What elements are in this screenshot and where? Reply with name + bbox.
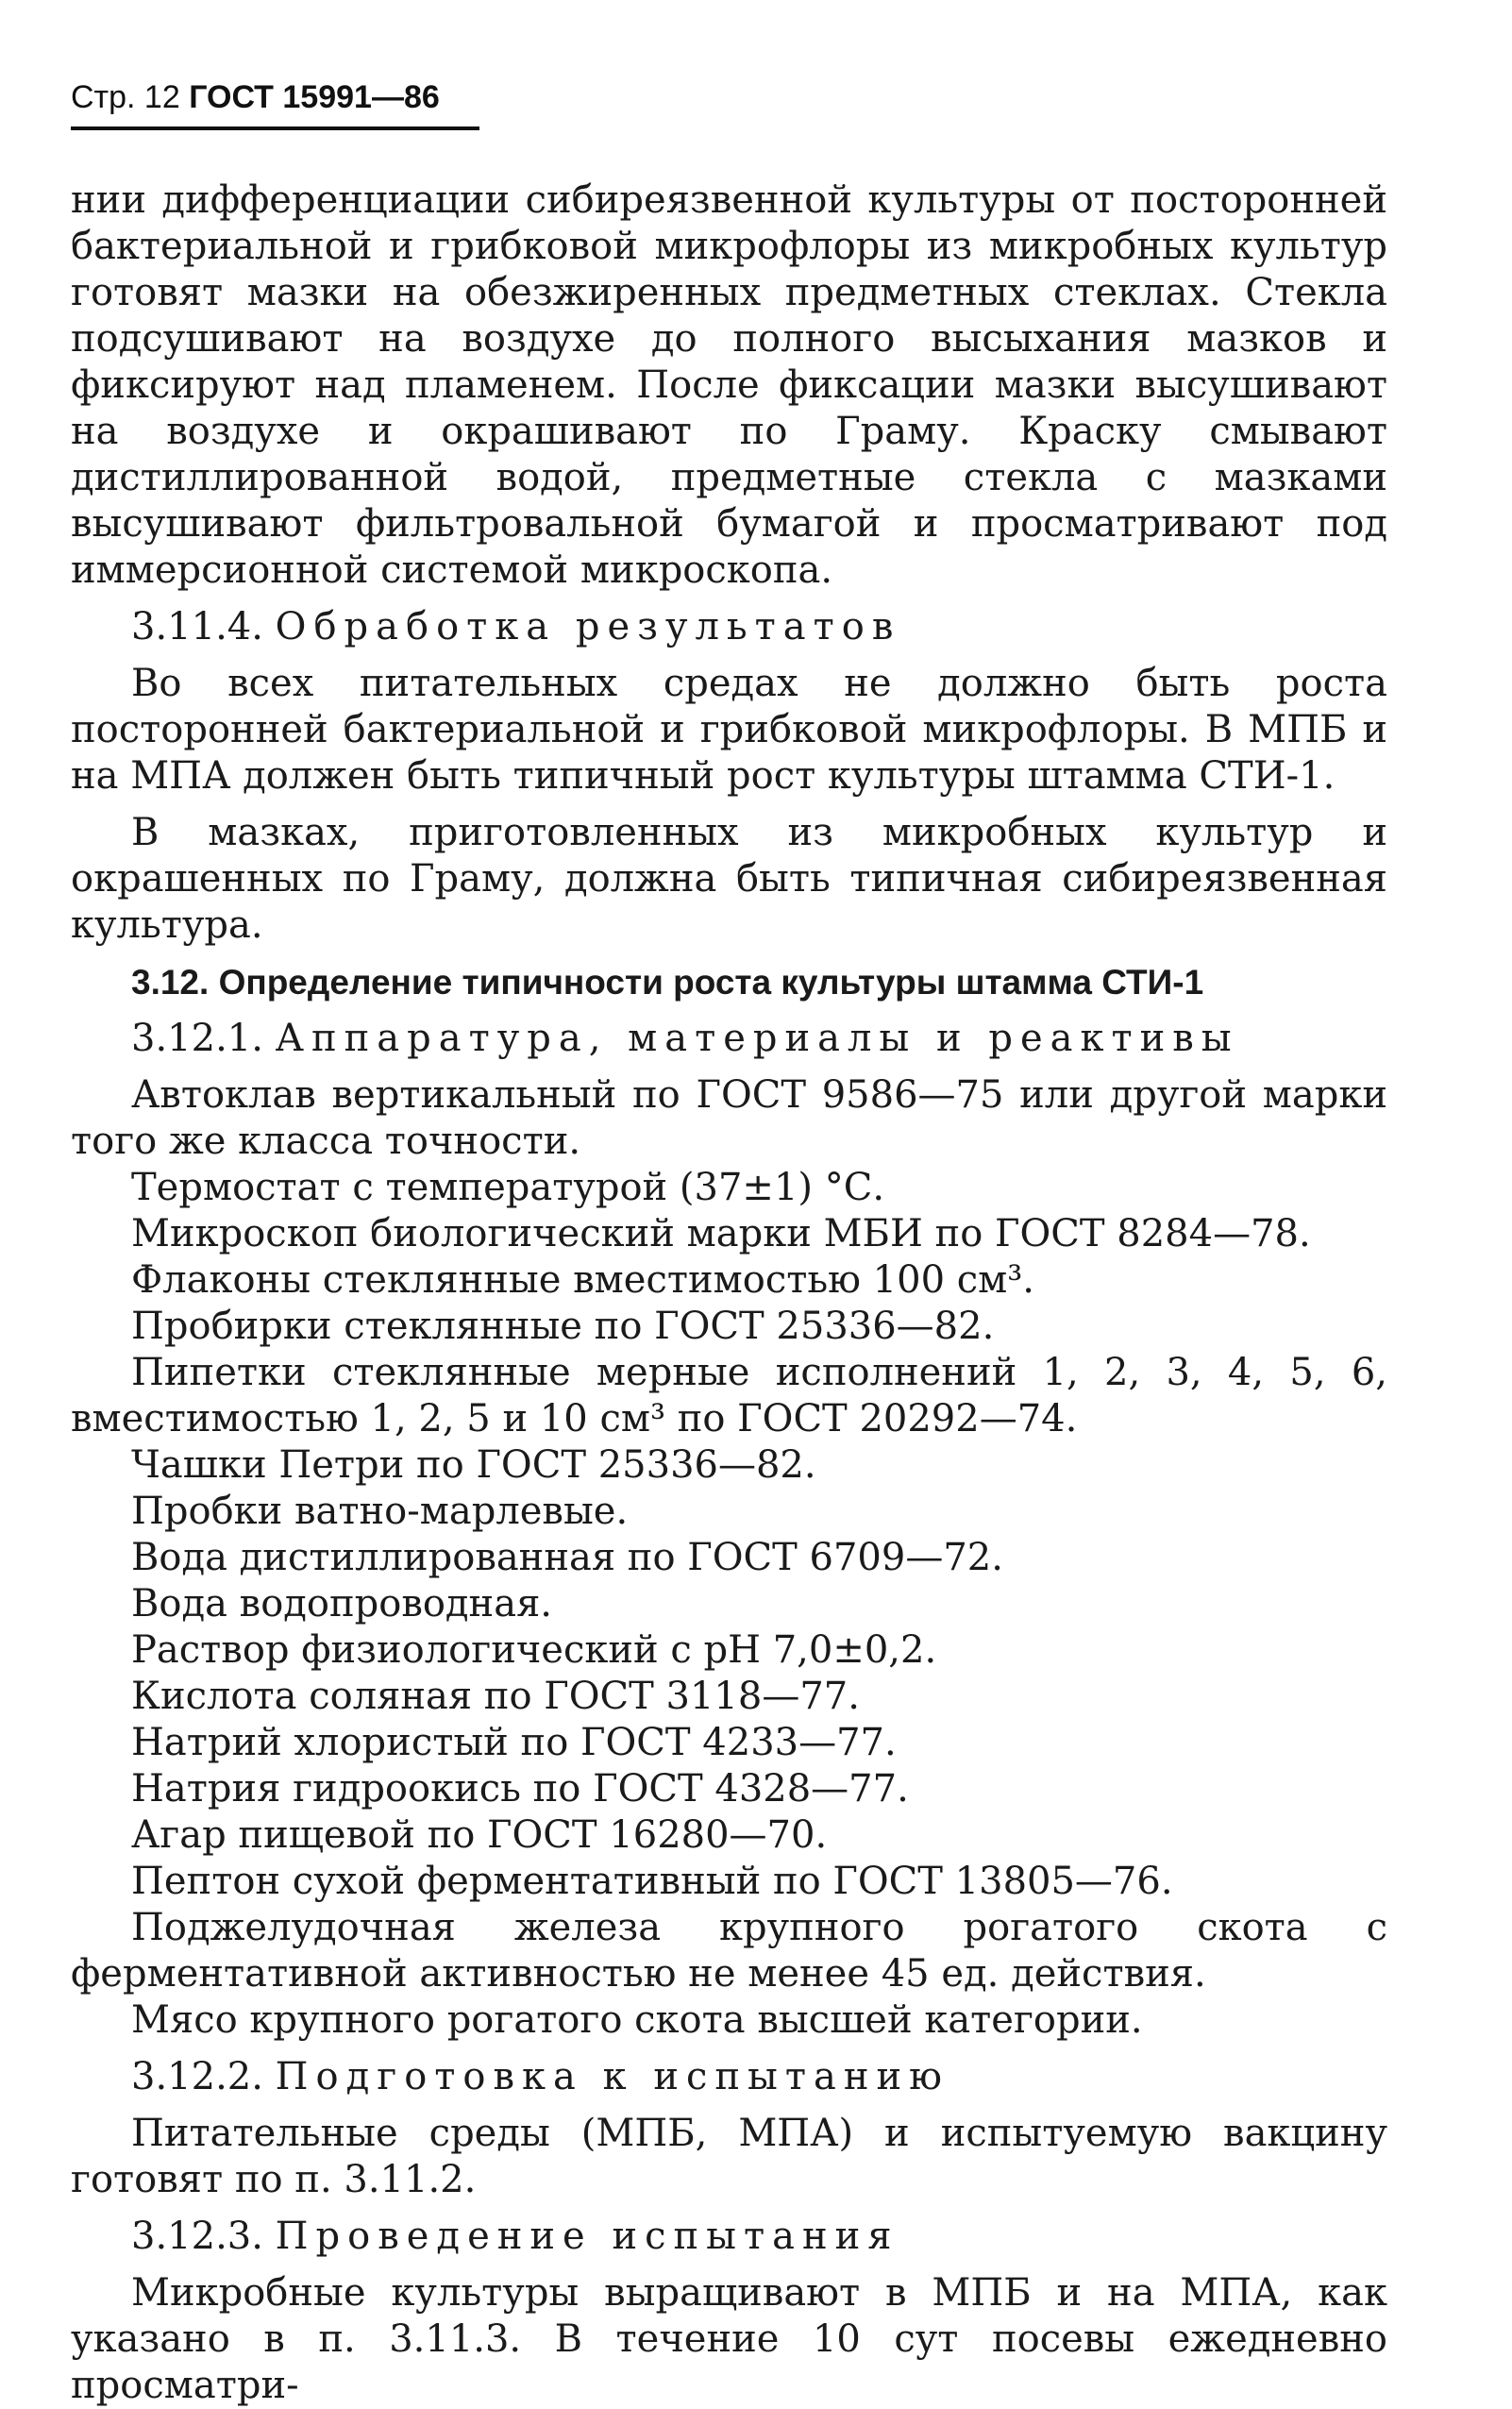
section-number: 3.12.3. bbox=[131, 2215, 263, 2258]
section-title: Аппаратура, материалы и реактивы bbox=[275, 1017, 1239, 1060]
list-item: Чашки Петри по ГОСТ 25336—82. bbox=[131, 1443, 816, 1487]
list-item: Вода дистиллированная по ГОСТ 6709—72. bbox=[131, 1536, 1003, 1579]
list-item: Натрия гидроокись по ГОСТ 4328—77. bbox=[131, 1767, 909, 1811]
section-3-11-4-heading bbox=[71, 604, 1387, 650]
section-title: Подготовка к испытанию bbox=[275, 2055, 949, 2098]
standard-code: ГОСТ 15991—86 bbox=[189, 79, 440, 115]
paragraph-procedure: Микробные культуры выращивают в МПБ и на МПА, как указано в п. 3.11.3. В течение 10 сут посевы ежедневно просматри- bbox=[71, 2271, 1387, 2407]
list-item: Пробирки стеклянные по ГОСТ 25336—82. bbox=[131, 1305, 995, 1348]
list-item: Автоклав вертикальный по ГОСТ 9586—75 или другой марки того же класса точности. bbox=[71, 1073, 1387, 1163]
list-item: Кислота соляная по ГОСТ 3118—77. bbox=[131, 1675, 860, 1718]
list-item: Флаконы стеклянные вместимостью 100 см³. bbox=[131, 1258, 1035, 1302]
list-item: Агар пищевой по ГОСТ 16280—70. bbox=[131, 1813, 828, 1857]
list-item: Микроскоп биологический марки МБИ по ГОСТ 8284—78. bbox=[131, 1212, 1311, 1255]
section-3-12-2-heading bbox=[71, 2054, 1387, 2100]
list-item: Мясо крупного рогатого скота высшей категории. bbox=[131, 1998, 1143, 2042]
section-number: 3.12.2. bbox=[131, 2055, 263, 2098]
section-title: Обработка результатов bbox=[275, 605, 901, 649]
paragraph-preparation: Питательные среды (МПБ, МПА) и испытуемую вакцину готовят по п. 3.11.2. bbox=[71, 2112, 1387, 2201]
materials-list bbox=[71, 1072, 1387, 2044]
document-body bbox=[71, 177, 1387, 2409]
list-item: Раствор физиологический с pH 7,0±0,2. bbox=[131, 1628, 937, 1672]
list-item: Вода водопроводная. bbox=[131, 1582, 553, 1626]
list-item: Поджелудочная железа крупного рогатого скота с ферментативной активностью не менее 45 ед. действия. bbox=[71, 1906, 1387, 1996]
section-3-12-3-heading bbox=[71, 2214, 1387, 2260]
section-number: 3.11.4. bbox=[131, 605, 263, 649]
list-item: Натрий хлористый по ГОСТ 4233—77. bbox=[131, 1721, 897, 1764]
header-rule bbox=[71, 126, 479, 130]
list-item: Пипетки стеклянные мерные исполнений 1, 2, 3, 4, 5, 6, вместимостью 1, 2, 5 и 10 см³ по ГОСТ 20292—74. bbox=[71, 1351, 1387, 1440]
page-number: Стр. 12 bbox=[71, 79, 180, 115]
list-item: Пептон сухой ферментативный по ГОСТ 13805—76. bbox=[131, 1860, 1173, 1903]
paragraph-continued: нии дифференциации сибиреязвенной культуры от посторонней бактериальной и грибковой микрофлоры из микробных культур готовят мазки на обезжиренных предметных стеклах. Стекла подсушивают на воздухе до полного высыхания мазков и фиксируют над пламенем. После фиксации мазки высушивают на воздухе и окрашивают по Граму. Краску смывают дистиллированной водой, предметные стекла с мазками высушивают фильтровальной бумагой и просматривают под иммерсионной системой микроскопа. bbox=[71, 178, 1387, 592]
section-title: Проведение испытания bbox=[275, 2215, 899, 2258]
list-item: Термостат с температурой (37±1) °С. bbox=[131, 1166, 885, 1209]
section-3-12-1-heading bbox=[71, 1016, 1387, 1062]
paragraph-smears: В мазках, приготовленных из микробных культур и окрашенных по Граму, должна быть типичная сибиреязвенная культура. bbox=[71, 811, 1387, 947]
section-number: 3.12.1. bbox=[131, 1017, 263, 1060]
paragraph-results: Во всех питательных средах не должно быть роста посторонней бактериальной и грибковой микрофлоры. В МПБ и на МПА должен быть типичный рост культуры штамма СТИ-1. bbox=[71, 662, 1387, 798]
page-header bbox=[71, 76, 440, 119]
section-3-12-heading: 3.12. Определение типичности роста культуры штамма СТИ-1 bbox=[131, 963, 1204, 1002]
list-item: Пробки ватно-марлевые. bbox=[131, 1490, 629, 1533]
